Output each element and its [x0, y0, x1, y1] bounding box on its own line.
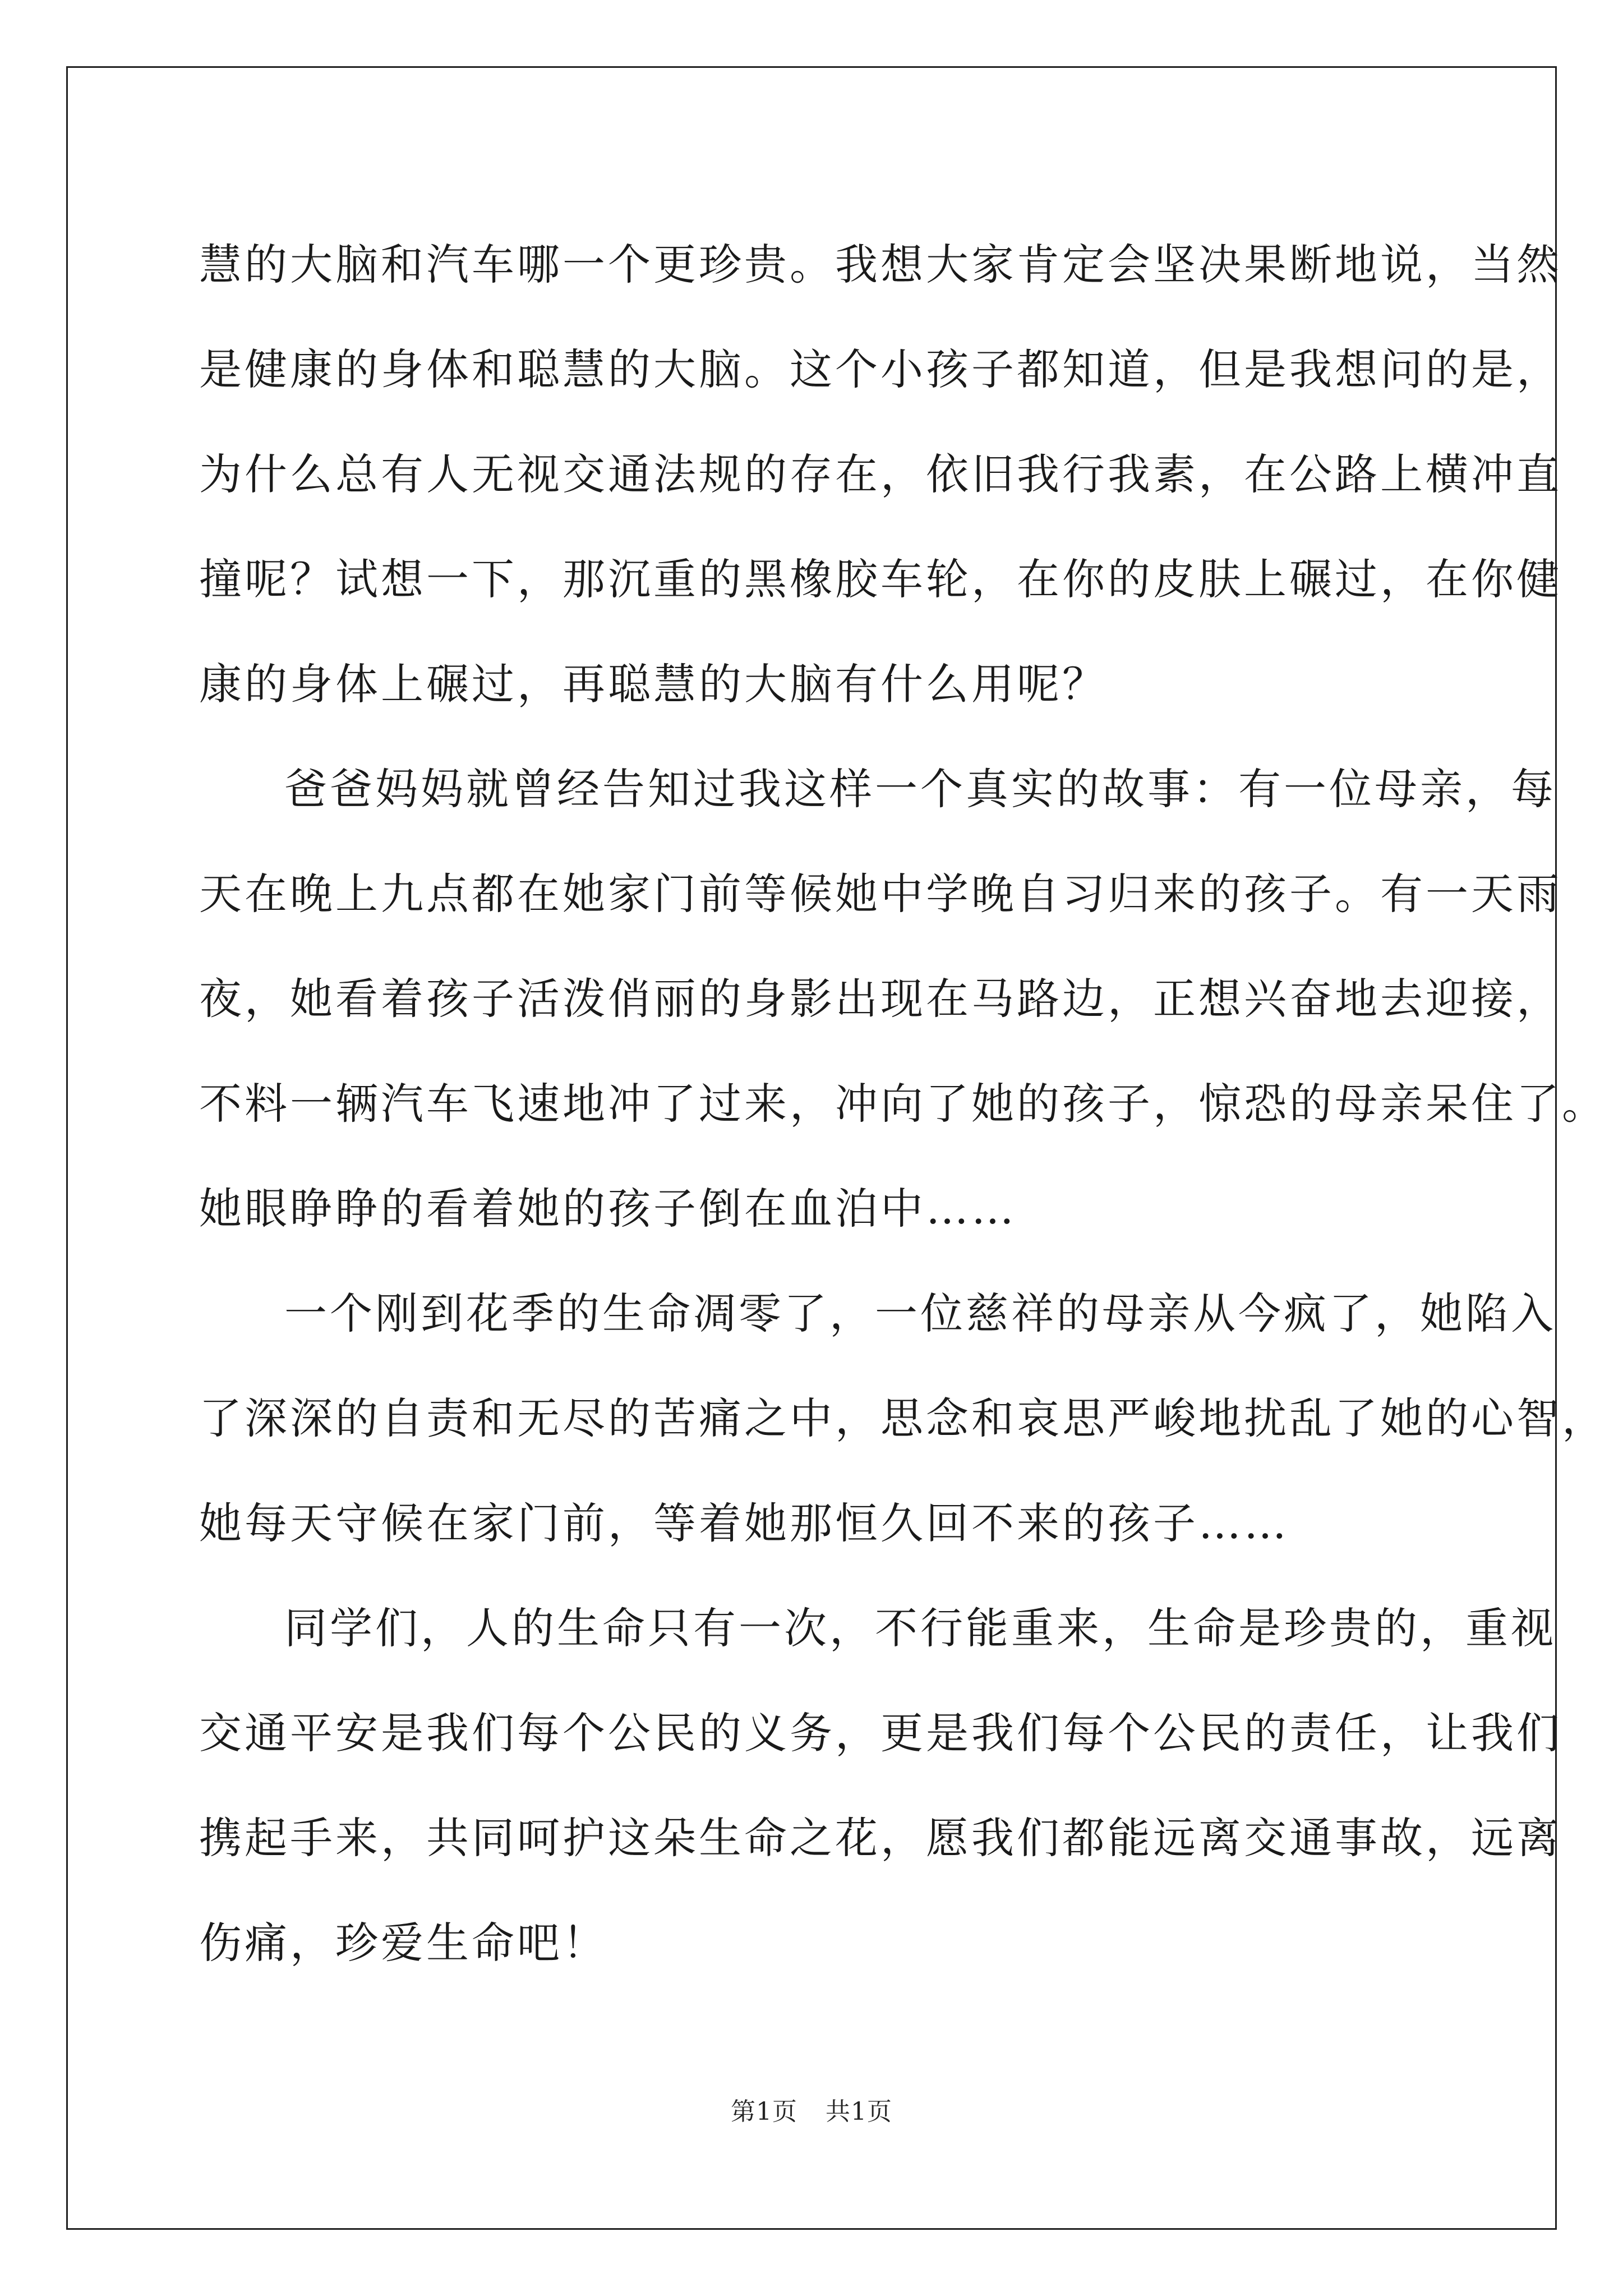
text-line: 为什么总有人无视交通法规的存在，依旧我行我素，在公路上横冲直: [199, 449, 1562, 499]
text-line: 同学们，人的生命只有一次，不行能重来，生命是珍贵的，重视: [284, 1603, 1556, 1653]
page-total: 共1页: [826, 2097, 892, 2126]
text-line: 交通平安是我们每个公民的义务，更是我们每个公民的责任，让我们: [199, 1708, 1562, 1758]
text-line: 爸爸妈妈就曾经告知过我这样一个真实的故事：有一位母亲，每: [284, 764, 1556, 814]
text-line: 携起手来，共同呵护这朵生命之花，愿我们都能远离交通事故，远离: [199, 1813, 1562, 1863]
paragraph-3: [199, 1261, 1607, 1576]
text-line: 一个刚到花季的生命凋零了，一位慈祥的母亲从今疯了，她陷入: [284, 1289, 1556, 1338]
text-line: 伤痛，珍爱生命吧！: [199, 1918, 608, 1968]
text-line: 了深深的自责和无尽的苦痛之中，思念和哀思严峻地扰乱了她的心智，: [199, 1393, 1607, 1443]
text-line: 慧的大脑和汽车哪一个更珍贵。我想大家肯定会坚决果断地说，当然: [199, 240, 1562, 289]
text-line: 康的身体上碾过，再聪慧的大脑有什么用呢？: [199, 659, 1108, 709]
text-line: 不料一辆汽车飞速地冲了过来，冲向了她的孩子，惊恐的母亲呆住了。: [199, 1079, 1607, 1129]
paragraph-2: [199, 737, 1607, 1261]
text-line: 她每天守候在家门前，等着她那恒久回不来的孩子……: [199, 1498, 1289, 1548]
paragraph-1: [199, 212, 1562, 737]
page-footer: [0, 2091, 1623, 2127]
text-line: 是健康的身体和聪慧的大脑。这个小孩子都知道，但是我想问的是，: [199, 344, 1562, 394]
document-body: [199, 212, 1607, 1995]
page-number: 第1页: [731, 2097, 797, 2126]
text-line: 撞呢？试想一下，那沉重的黑橡胶车轮，在你的皮肤上碾过，在你健: [199, 554, 1562, 604]
paragraph-4: [199, 1576, 1562, 1995]
text-line: 夜，她看着孩子活泼俏丽的身影出现在马路边，正想兴奋地去迎接，: [199, 974, 1562, 1024]
text-line: 天在晚上九点都在她家门前等候她中学晚自习归来的孩子。有一天雨: [199, 869, 1562, 919]
text-line: 她眼睁睁的看着她的孩子倒在血泊中……: [199, 1184, 1017, 1234]
